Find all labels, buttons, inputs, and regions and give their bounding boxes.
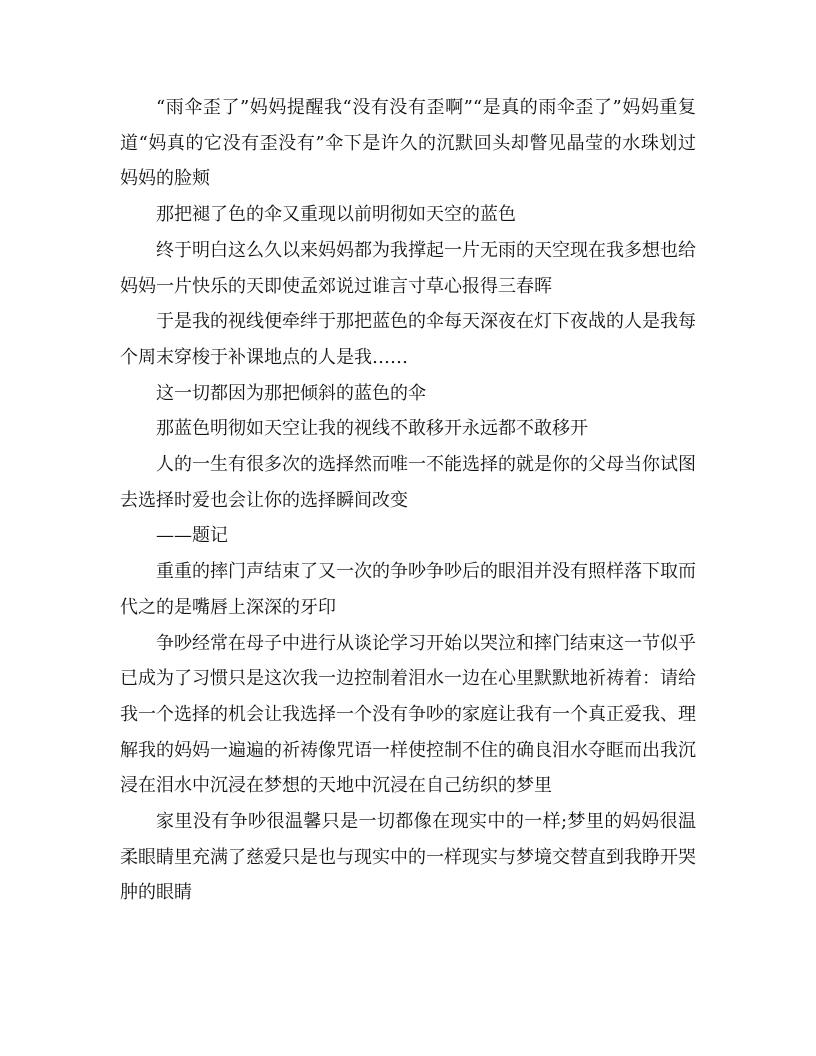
paragraph: 那把褪了色的伞又重现以前明彻如天空的蓝色 <box>156 204 516 226</box>
paragraph: 那蓝色明彻如天空让我的视线不敢移开永远都不敢移开 <box>156 418 588 440</box>
epigraph-attribution: ——题记 <box>156 525 228 547</box>
paragraph: 人的一生有很多次的选择然而唯一不能选择的就是你的父母当你试图去选择时爱也会让你的选择瞬间改变 <box>120 454 696 511</box>
paragraph: 终于明白这么久以来妈妈都为我撑起一片无雨的天空现在我多想也给妈妈一片快乐的天即使孟郊说过谁言寸草心报得三春晖 <box>120 239 696 297</box>
paragraph: 重重的摔门声结束了又一次的争吵争吵后的眼泪并没有照样落下取而代之的是嘴唇上深深的牙印 <box>120 561 696 618</box>
paragraph: “雨伞歪了”妈妈提醒我“没有没有歪啊”“是真的雨伞歪了”妈妈重复道“妈真的它没有歪没有”伞下是许久的沉默回头却瞥见晶莹的水珠划过妈妈的脸颊 <box>120 97 696 190</box>
paragraph: 于是我的视线便牵绊于那把蓝色的伞每天深夜在灯下夜战的人是我每个周末穿梭于补课地点的人是我…… <box>120 311 696 368</box>
paragraph: 这一切都因为那把倾斜的蓝色的伞 <box>156 382 426 404</box>
paragraph: 争吵经常在母子中进行从谈论学习开始以哭泣和摔门结束这一节似乎已成为了习惯只是这次我一边控制着泪水一边在心里默默地祈祷着：请给我一个选择的机会让我选择一个没有争吵的家庭让我有一个真正爱我、理解我的妈妈一遍遍的祈祷像咒语一样使控制不住的确良泪水夺眶而出我沉浸在泪水中沉浸在梦想的天地中沉浸在自己纺织的梦里 <box>120 632 696 797</box>
body-text <box>120 90 696 911</box>
paragraph: 家里没有争吵很温馨只是一切都像在现实中的一样;梦里的妈妈很温柔眼睛里充满了慈爱只是也与现实中的一样现实与梦境交替直到我睁开哭肿的眼睛 <box>120 811 696 904</box>
